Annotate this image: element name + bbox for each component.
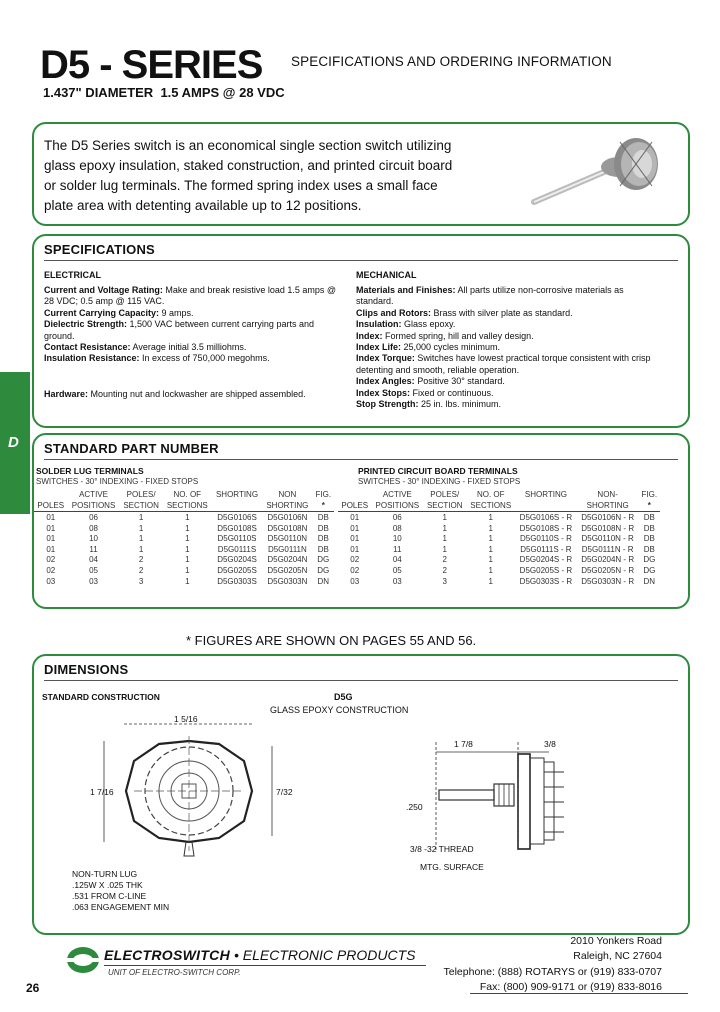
fax-line: Fax: (800) 909-9171 or (919) 833-8016 [479, 981, 662, 993]
series-title: D5 - SERIES [40, 43, 263, 87]
spec-item: Dielectric Strength: 1,500 VAC between current carrying parts and ground. [44, 319, 314, 341]
col-section: SECTION [426, 500, 463, 510]
col-sections: SECTIONS [470, 500, 512, 510]
brand-suffix: • ELECTRONIC PRODUCTS [234, 947, 416, 963]
dim-250: .250 [406, 802, 423, 812]
dim-3-8: 3/8 [544, 739, 556, 749]
dimensions-title: DIMENSIONS [44, 662, 129, 677]
col-no-of: NO. OF [476, 490, 505, 500]
col-poles: POLES [341, 500, 369, 510]
specifications-rule [44, 260, 678, 261]
table-row: 02 05 2 1 D5G0205S D5G0205N DG [46, 565, 330, 575]
table-row: 02 05 2 1 D5G0205S - R D5G0205N - R DG [350, 565, 656, 575]
table-row: 01 08 1 1 D5G0108S - R D5G0108N - R DB [350, 523, 655, 533]
col-fig-star: * [647, 500, 651, 510]
col-poles: POLES [37, 500, 65, 510]
col-shorting: SHORTING [215, 490, 259, 500]
col-no-of: NO. OF [173, 490, 202, 500]
section-side-tab [0, 372, 30, 514]
diameter-text: 1.437" DIAMETER [43, 85, 154, 100]
solder-lug-heading: SOLDER LUG TERMINALS [36, 466, 144, 476]
table-row: 02 04 2 1 D5G0204S D5G0204N DG [46, 555, 330, 565]
col-fig: FIG. [315, 490, 332, 500]
diameter-line [43, 85, 285, 100]
page-subtitle: SPECIFICATIONS AND ORDERING INFORMATION [291, 54, 612, 69]
standard-construction-label: STANDARD CONSTRUCTION [42, 692, 160, 702]
table-row: 01 06 1 1 D5G0106S D5G0106N DB [46, 512, 329, 522]
col-non: NON [278, 490, 297, 500]
d5g-label: D5G [334, 692, 353, 702]
dim-1-7-8: 1 7/8 [454, 739, 473, 749]
col-positions: POSITIONS [71, 500, 116, 510]
col-poles-per: POLES/ [430, 490, 460, 500]
electroswitch-logo-icon [66, 945, 100, 975]
electrical-heading: ELECTRICAL [44, 270, 101, 280]
table-row: 03 03 3 1 D5G0303S - R D5G0303N - R DN [350, 576, 656, 586]
mechanical-list [356, 285, 656, 410]
col-active: ACTIVE [382, 490, 412, 500]
col-positions: POSITIONS [375, 500, 420, 510]
unit-line: UNIT OF ELECTRO-SWITCH CORP. [108, 968, 241, 977]
spec-item: Materials and Finishes: All parts utilize non-corrosive materials as standard. [356, 285, 624, 307]
col-poles-per: POLES/ [126, 490, 156, 500]
solder-lug-subheading: SWITCHES - 30° INDEXING - FIXED STOPS [36, 477, 199, 486]
table-row: 01 08 1 1 D5G0108S D5G0108N DB [46, 523, 329, 533]
specifications-panel [32, 234, 690, 428]
specifications-title: SPECIFICATIONS [44, 242, 155, 257]
figures-note: * FIGURES ARE SHOWN ON PAGES 55 AND 56. [186, 633, 477, 648]
pcb-table [338, 490, 660, 586]
switch-photo [524, 132, 674, 212]
hardware-item: Hardware: Mounting nut and lockwasher are shipped assembled. [44, 389, 306, 399]
mechanical-heading: MECHANICAL [356, 270, 417, 280]
intro-text: The D5 Series switch is an economical single section switch utilizing glass epoxy insulation, staked construction, and printed circuit board or solder lug terminals. The formed spring index uses a small face plate area with detenting available up to 12 positions. [44, 138, 453, 213]
rating-text: 1.5 AMPS @ 28 VDC [160, 85, 285, 100]
spec-item: Index: Formed spring, hill and valley design. [356, 330, 534, 341]
electrical-list [44, 285, 340, 365]
spec-item: Index Life: 25,000 cycles minimum. [356, 342, 501, 353]
spec-item: Insulation Resistance: In excess of 750,000 megohms. [44, 353, 270, 364]
col-fig: FIG. [641, 490, 658, 500]
intro-panel [32, 122, 690, 226]
col-shorting: SHORTING [524, 490, 567, 500]
dimensions-panel [32, 654, 690, 935]
footer-rule [470, 993, 688, 994]
part-number-title: STANDARD PART NUMBER [44, 441, 219, 456]
spec-item: Contact Resistance: Average initial 3.5 milliohms. [44, 342, 247, 353]
spec-item: Current Carrying Capacity: 9 amps. [44, 307, 194, 318]
side-view-drawing [394, 732, 594, 852]
col-sections: SECTIONS [166, 500, 208, 510]
table-row: 03 03 3 1 D5G0303S D5G0303N DN [46, 576, 330, 586]
part-number-panel [32, 433, 690, 609]
brand-rule [104, 965, 426, 966]
brand-name: ELECTROSWITCH [104, 947, 231, 963]
col-section: SECTION [123, 500, 159, 510]
col-fig-star: * [321, 500, 325, 510]
lug-notes: NON-TURN LUG .125W X .025 THK .531 FROM C-LINE .063 ENGAGEMENT MIN [72, 869, 170, 912]
address-line-1: 2010 Yonkers Road [570, 935, 662, 947]
spec-item: Index Angles: Positive 30° standard. [356, 376, 505, 387]
spec-item: Current and Voltage Rating: Make and break resistive load 1.5 amps @ 28 VDC; 0.5 amp @ 115 VAC. [44, 285, 337, 307]
glass-epoxy-label: GLASS EPOXY CONSTRUCTION [270, 705, 409, 715]
col-non: NON- [597, 490, 618, 500]
telephone-line: Telephone: (888) ROTARYS or (919) 833-0707 [443, 966, 662, 978]
table-row: 01 11 1 1 D5G0111S - R D5G0111N - R DB [350, 544, 655, 554]
pcb-subheading: SWITCHES - 30° INDEXING - FIXED STOPS [358, 477, 521, 486]
spec-item: Index Stops: Fixed or continuous. [356, 387, 494, 398]
solder-lug-table [34, 490, 334, 586]
table-row: 01 10 1 1 D5G0110S - R D5G0110N - R DB [350, 534, 655, 544]
thread-label: 3/8 -32 THREAD [410, 844, 474, 854]
dim-1-7-16: 1 7/16 [90, 787, 114, 797]
col-shorting-2: SHORTING [266, 500, 309, 510]
spec-item: Index Torque: Switches have lowest practical torque consistent with crisp detenting and smooth, reliable operation. [356, 353, 651, 375]
table-row: 01 11 1 1 D5G0111S D5G0111N DB [46, 544, 329, 554]
col-shorting-2: SHORTING [586, 500, 629, 510]
part-number-rule [44, 459, 678, 460]
spec-item: Insulation: Glass epoxy. [356, 319, 456, 330]
pcb-heading: PRINTED CIRCUIT BOARD TERMINALS [358, 466, 518, 476]
address-line-2: Raleigh, NC 27604 [573, 950, 662, 962]
dim-1-5-16: 1 5/16 [174, 714, 198, 724]
page-number: 26 [26, 981, 40, 995]
table-row: 01 10 1 1 D5G0110S D5G0110N DB [46, 534, 329, 544]
dimensions-rule [44, 680, 678, 681]
table-row: 01 06 1 1 D5G0106S - R D5G0106N - R DB [350, 512, 655, 522]
brand-line [104, 947, 416, 963]
col-active: ACTIVE [79, 490, 108, 500]
side-tab-letter: D [8, 434, 19, 451]
spec-item: Stop Strength: 25 in. lbs. minimum. [356, 399, 502, 410]
spec-item: Clips and Rotors: Brass with silver plate as standard. [356, 307, 573, 318]
mtg-surface-label: MTG. SURFACE [420, 862, 484, 872]
table-row: 02 04 2 1 D5G0204S - R D5G0204N - R DG [350, 555, 656, 565]
dim-7-32: 7/32 [276, 787, 293, 797]
